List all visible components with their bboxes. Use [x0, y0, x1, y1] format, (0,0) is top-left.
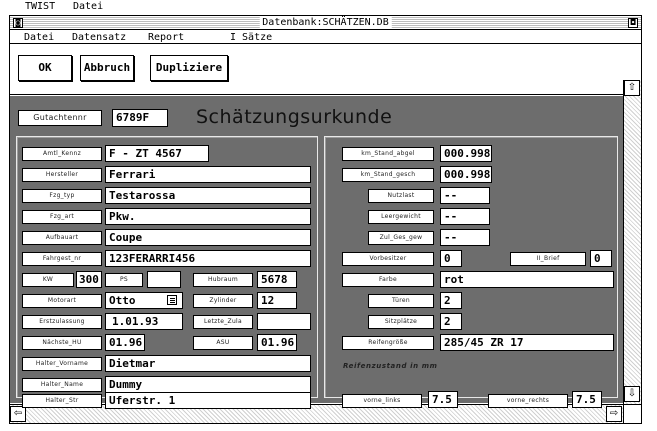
ps-label: PS	[105, 273, 143, 287]
close-box-icon[interactable]: ◙	[13, 18, 23, 28]
vorne-links-label: vorne_links	[342, 394, 422, 408]
button-toolbar	[10, 45, 623, 95]
vorbesitzer-label: Vorbesitzer	[342, 252, 434, 266]
sitzplaetze-field[interactable]: 2	[440, 313, 462, 330]
window-title: Datenbank:SCHÄTZEN.DB	[259, 17, 391, 29]
erstzulassung-label: Erstzulassung	[22, 315, 102, 329]
menu-saetze[interactable]: I Sätze	[230, 32, 273, 43]
desktop-menu-twist[interactable]: TWIST	[25, 1, 56, 12]
ps-field[interactable]	[147, 271, 181, 288]
gutachtennr-label: Gutachtennr	[18, 110, 102, 126]
zul-ges-gew-label: Zul_Ges_gew	[368, 231, 434, 245]
halter-vorname-field[interactable]: Dietmar	[105, 355, 311, 372]
menu-datensatz[interactable]: Datensatz	[72, 32, 127, 43]
reifengroesse-field[interactable]: 285/45 ZR 17	[440, 334, 614, 351]
menu-report[interactable]: Report	[148, 32, 185, 43]
halter-name-field[interactable]: Dummy	[105, 376, 311, 393]
aufbauart-label: Aufbauart	[22, 231, 102, 245]
scroll-right-icon[interactable]: ⇨	[606, 406, 622, 422]
amtl-kennz-field[interactable]: F - ZT 4567	[105, 145, 209, 162]
farbe-label: Farbe	[342, 273, 434, 287]
form-area	[10, 96, 623, 407]
letzte-zula-field[interactable]	[257, 313, 311, 330]
dupliziere-button[interactable]: Dupliziere	[150, 55, 228, 81]
hubraum-label: Hubraum	[193, 273, 253, 287]
window-title-bar[interactable]	[10, 16, 641, 30]
fzg-typ-field[interactable]: Testarossa	[105, 187, 311, 204]
abbruch-button[interactable]: Abbruch	[80, 55, 134, 81]
tueren-field[interactable]: 2	[440, 292, 462, 309]
asu-field[interactable]: 01.96	[257, 334, 297, 351]
vorne-links-field[interactable]: 7.5	[428, 391, 458, 408]
hubraum-field[interactable]: 5678	[257, 271, 297, 288]
fzg-art-label: Fzg_art	[22, 210, 102, 224]
page-title: Schätzungsurkunde	[196, 106, 393, 128]
fzg-art-field[interactable]: Pkw.	[105, 208, 311, 225]
halter-str-label: Halter_Str	[22, 394, 102, 408]
vorne-rechts-label: vorne_rechts	[488, 394, 568, 408]
zylinder-field[interactable]: 12	[257, 292, 297, 309]
halter-vorname-label: Halter_Vorname	[22, 357, 102, 371]
kw-field[interactable]: 300	[76, 271, 102, 288]
km-stand-gesch-label: km_Stand_gesch	[342, 168, 434, 182]
asu-label: ASU	[193, 336, 253, 350]
amtl-kennz-label: Amtl_Kennz	[22, 147, 102, 161]
scroll-up-icon[interactable]: ⇧	[624, 80, 640, 96]
nutzlast-label: Nutzlast	[368, 189, 434, 203]
kw-label: KW	[22, 273, 74, 287]
fahrgest-nr-field[interactable]: 123FERARRI456	[105, 250, 311, 267]
zylinder-label: Zylinder	[193, 294, 253, 308]
vorbesitzer-field[interactable]: 0	[440, 250, 462, 267]
reifenzustand-note: Reifenzustand in mm	[343, 362, 438, 370]
zi-brief-label: II_Brief	[510, 252, 586, 266]
motorart-label: Motorart	[22, 294, 102, 308]
naechste-hu-label: Nächste_HU	[22, 336, 102, 350]
zul-ges-gew-field[interactable]: --	[440, 229, 490, 246]
database-window	[9, 15, 642, 424]
farbe-field[interactable]: rot	[440, 271, 614, 288]
hersteller-field[interactable]: Ferrari	[105, 166, 311, 183]
desktop-menu-bar	[0, 0, 657, 14]
resize-box-icon[interactable]	[623, 404, 641, 423]
vorne-rechts-field[interactable]: 7.5	[572, 391, 602, 408]
full-box-icon[interactable]: ◘	[628, 18, 638, 28]
naechste-hu-field[interactable]: 01.96	[105, 334, 145, 351]
km-stand-abgel-field[interactable]: 000.998	[440, 145, 492, 162]
desktop-menu-datei[interactable]: Datei	[73, 1, 104, 12]
motorart-popup-icon[interactable]	[167, 295, 177, 305]
motorart-field[interactable]: Otto	[105, 292, 183, 309]
reifengroesse-label: Reifengröße	[342, 336, 434, 350]
ok-button[interactable]: OK	[18, 55, 72, 81]
scroll-down-icon[interactable]: ⇩	[624, 386, 640, 402]
fzg-typ-label: Fzg_typ	[22, 189, 102, 203]
scroll-left-icon[interactable]: ⇦	[10, 406, 26, 422]
halter-name-label: Halter_Name	[22, 378, 102, 392]
window-menu-bar	[10, 31, 641, 44]
halter-str-field[interactable]: Uferstr. 1	[105, 392, 311, 409]
leergewicht-field[interactable]: --	[440, 208, 490, 225]
aufbauart-field[interactable]: Coupe	[105, 229, 311, 246]
sitzplaetze-label: Sitzplätze	[368, 315, 434, 329]
letzte-zula-label: Letzte_Zula	[193, 315, 253, 329]
km-stand-abgel-label: km_Stand_abgel	[342, 147, 434, 161]
tueren-label: Türen	[368, 294, 434, 308]
vertical-scrollbar[interactable]	[623, 80, 641, 404]
leergewicht-label: Leergewicht	[368, 210, 434, 224]
zi-brief-field[interactable]: 0	[590, 250, 612, 267]
erstzulassung-field[interactable]: 1.01.93	[105, 313, 183, 330]
nutzlast-field[interactable]: --	[440, 187, 490, 204]
hersteller-label: Hersteller	[22, 168, 102, 182]
gutachtennr-field[interactable]: 6789F	[112, 109, 168, 127]
fahrgest-nr-label: Fahrgest_nr	[22, 252, 102, 266]
km-stand-gesch-field[interactable]: 000.998	[440, 166, 492, 183]
menu-datei[interactable]: Datei	[24, 32, 55, 43]
